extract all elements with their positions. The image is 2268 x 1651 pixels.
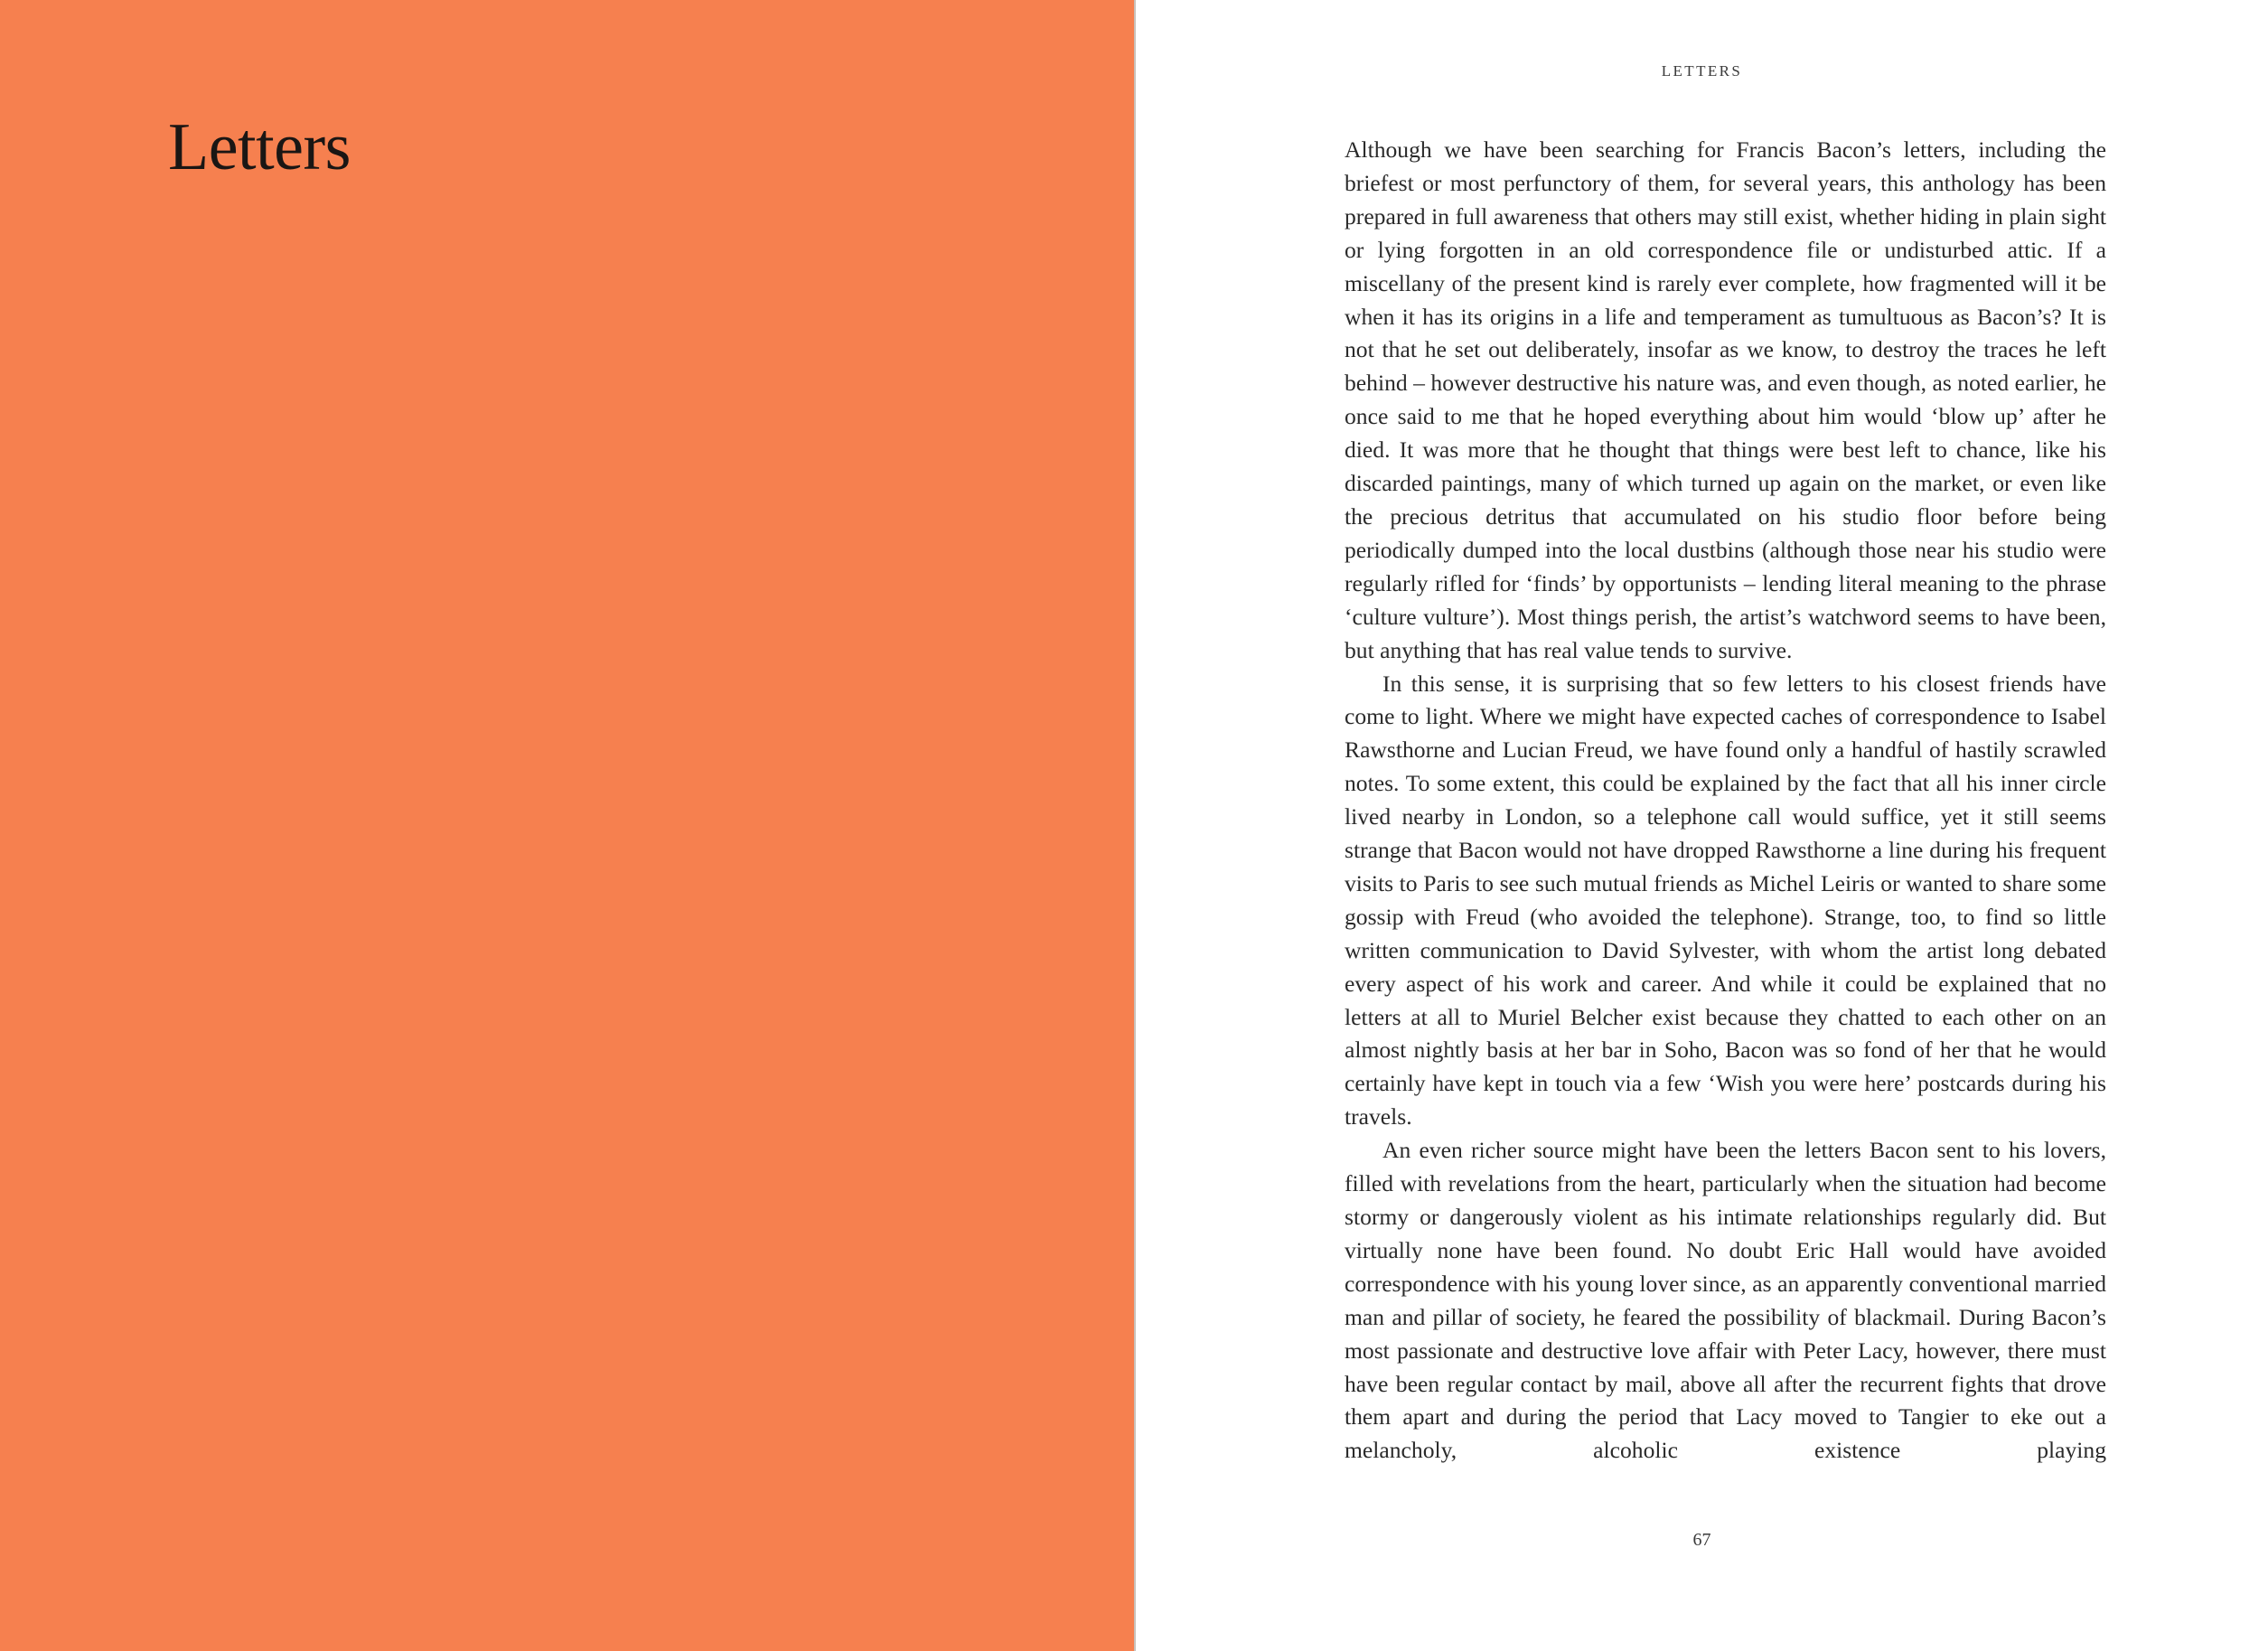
chapter-title: Letters (168, 110, 351, 184)
paragraph-3: An even richer source might have been the letters Bacon sent to his lovers, filled with revelations from the heart, particularly when the situation had become stormy or dangerously violent as his intimate relationships regularly did. But virtually none have been found. No doubt Eric Hall would have avoided correspondence with his young lover since, as an apparently conventional married man and pillar of society, he feared the possibility of blackmail. During Bacon’s most passionate and destructive love affair with Peter Lacy, however, there must have been regular contact by mail, above all after the recurrent fights that drove them apart and during the period that Lacy moved to Tangier to eke out a melancholy, alcoholic existence playing (1345, 1137, 2106, 1464)
right-page (1136, 0, 2268, 1651)
page-number: 67 (1692, 1530, 1711, 1550)
paragraph-2: In this sense, it is surprising that so few letters to his closest friends have come to light. Where we might have expected caches of correspondence to Isabel Rawsthorne and Lucian Freud, we have found only a handful of hastily scrawled notes. To some extent, this could be explained by the fact that all his inner circle lived nearby in London, so a telephone call would suffice, yet it still seems strange that Bacon would not have dropped Rawsthorne a line during his frequent visits to Paris to see such mutual friends as Michel Leiris or wanted to share some gossip with Freud (who avoided the telephone). Strange, too, to find so little written communication to David Sylvester, with whom the artist long debated every aspect of his work and career. And while it could be explained that no letters at all to Muriel Belcher exist because they chatted to each other on an almost nightly basis at her bar in Soho, Bacon was so fond of her that he would certainly have kept in touch via a few ‘Wish you were here’ postcards during his travels. (1345, 670, 2106, 1130)
body-text (1345, 134, 2106, 1468)
running-head: LETTERS (1661, 62, 1743, 80)
paragraph-1: Although we have been searching for Francis Bacon’s letters, including the briefest or most perfunctory of them, for several years, this anthology has been prepared in full awareness that others may still exist, whether hiding in plain sight or lying forgotten in an old correspondence file or undisturbed attic. If a miscellany of the present kind is rarely ever complete, how fragmented will it be when it has its origins in a life and temperament as tumultuous as Bacon’s? It is not that he set out deliberately, insofar as we know, to destroy the traces he left behind – however destructive his nature was, and even though, as noted earlier, he once said to me that he hoped everything about him would ‘blow up’ after he died. It was more that he thought that things were best left to chance, like his discarded paintings, many of which turned up again on the market, or even like the precious detritus that accumulated on his studio floor before being periodically dumped into the local dustbins (although those near his studio were regularly rifled for ‘finds’ by opportunists – lending literal meaning to the phrase ‘culture vulture’). Most things perish, the artist’s watchword seems to have been, but anything that has real value tends to survive. (1345, 136, 2106, 663)
